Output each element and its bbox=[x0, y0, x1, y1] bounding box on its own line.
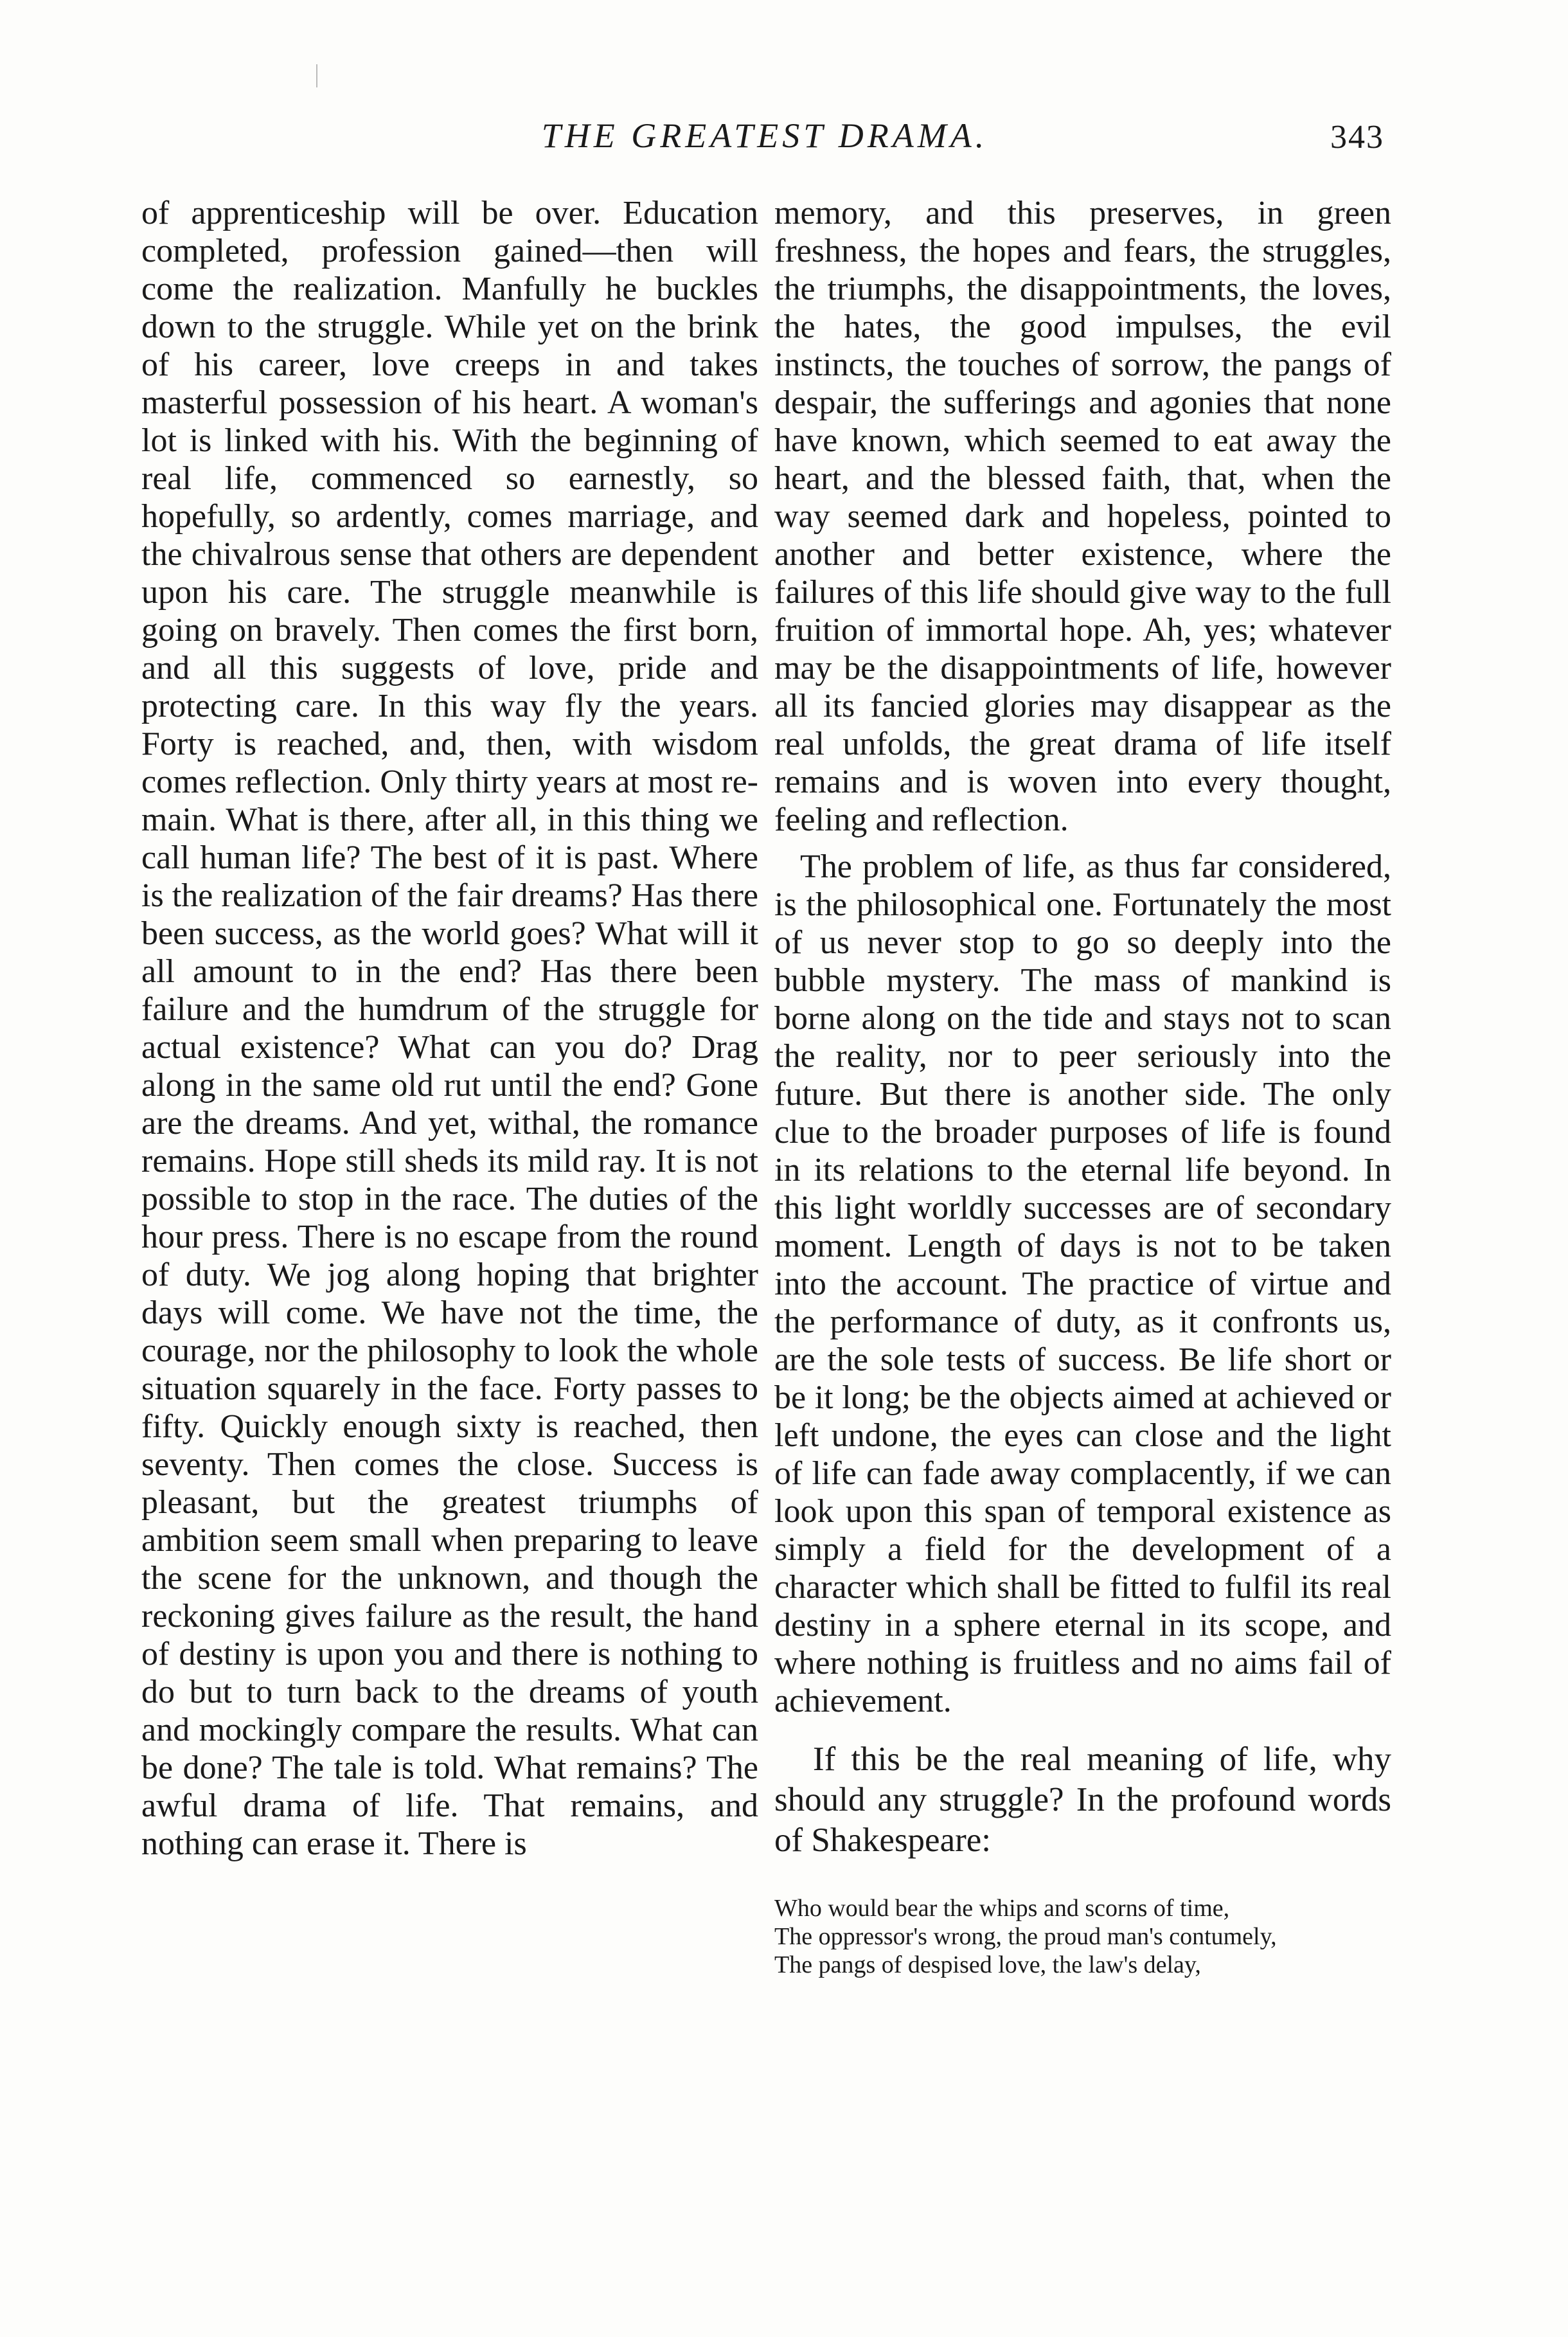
paragraph: of apprenticeship will be over. Education completed, profession gained—then will come the realization. Manfully he buckles down to the struggle. While yet on the brink of his career, love creeps in and takes masterful possession of his heart. A woman's lot is linked with his. With the beginning of real life, commenced so earnestly, so hopefully, so ardently, comes marriage, and the chivalrous sense that others are dependent upon his care. The struggle meanwhile is going on bravely. Then comes the first born, and all this suggests of love, pride and protecting care. In this way fly the years. Forty is reached, and, then, with wisdom comes reflection. Only thirty years at most remain. What is there, after all, in this thing we call human life? The best of it is past. Where is the realization of the fair dreams? Has there been success, as the world goes? What will it all amount to in the end? Has there been failure and the humdrum of the struggle for actual existence? What can you do? Drag along in the same old rut until the end? Gone are the dreams. And yet, withal, the romance remains. Hope still sheds its mild ray. It is not possible to stop in the race. The duties of the hour press. There is no escape from the round of duty. We jog along hoping that brighter days will come. We have not the time, the courage, nor the philosophy to look the whole situation squarely in the face. Forty passes to fifty. Quickly enough sixty is reached, then seventy. Then comes the close. Success is pleasant, but the greatest triumphs of ambition seem small when preparing to leave the scene for the unknown, and though the reckoning gives failure as the result, the hand of destiny is upon you and there is nothing to do but to turn back to the dreams of youth and mockingly compare the results. What can be done? The tale is told. What remains? The awful drama of life. That remains, and nothing can erase it. There is bbox=[141, 195, 758, 1862]
margin-mark bbox=[316, 64, 317, 87]
page-number: 343 bbox=[1330, 119, 1384, 156]
verse-line: The pangs of despised love, the law's delay, bbox=[774, 1951, 1201, 1978]
running-title: THE GREATEST DRAMA. bbox=[541, 116, 988, 155]
page-header bbox=[0, 116, 1568, 174]
verse-line: Who would bear the whips and scorns of time, bbox=[774, 1895, 1230, 1922]
left-column bbox=[141, 194, 758, 1863]
paragraph: The problem of life, as thus far considered, is the philosophical one. Fortunately the most of us never stop to go so deeply into the bubble mystery. The mass of mankind is borne along on the tide and stays not to scan the reality, nor to peer seriously into the future. But there is another side. The only clue to the broader purposes of life is found in its relations to the eternal life beyond. In this light worldly successes are of secondary moment. Length of days is not to be taken into the account. The practice of virtue and the performance of duty, as it confronts us, are the sole tests of success. Be life short or be it long; be the objects aimed at achieved or left undone, the eyes can close and the light of life can fade away complacently, if we can look upon this span of temporal existence as simply a field for the development of a character which shall be fitted to fulfil its real destiny in a sphere eternal in its scope, and where nothing is fruitless and no aims fail of achievement. bbox=[774, 848, 1391, 1719]
verse-quotation bbox=[774, 1894, 1391, 1979]
paragraph: If this be the real meaning of life, why should any struggle? In the profound words of Shakespeare: bbox=[774, 1741, 1391, 1859]
right-column bbox=[774, 194, 1391, 1979]
paragraph: memory, and this preserves, in green freshness, the hopes and fears, the struggles, the triumphs, the disappointments, the loves, the hates, the good impulses, the evil instincts, the touches of sorrow, the pangs of despair, the sufferings and agonies that none have known, which seemed to eat away the heart, and the blessed faith, that, when the way seemed dark and hopeless, pointed to another and better existence, where the failures of this life should give way to the full fruition of immortal hope. Ah, yes; whatever may be the disappointments of life, however all its fancied glories may disappear as the real unfolds, the great drama of life itself remains and is woven into every thought, feeling and reflection. bbox=[774, 195, 1391, 838]
verse-line: The oppressor's wrong, the proud man's contumely, bbox=[774, 1923, 1277, 1950]
